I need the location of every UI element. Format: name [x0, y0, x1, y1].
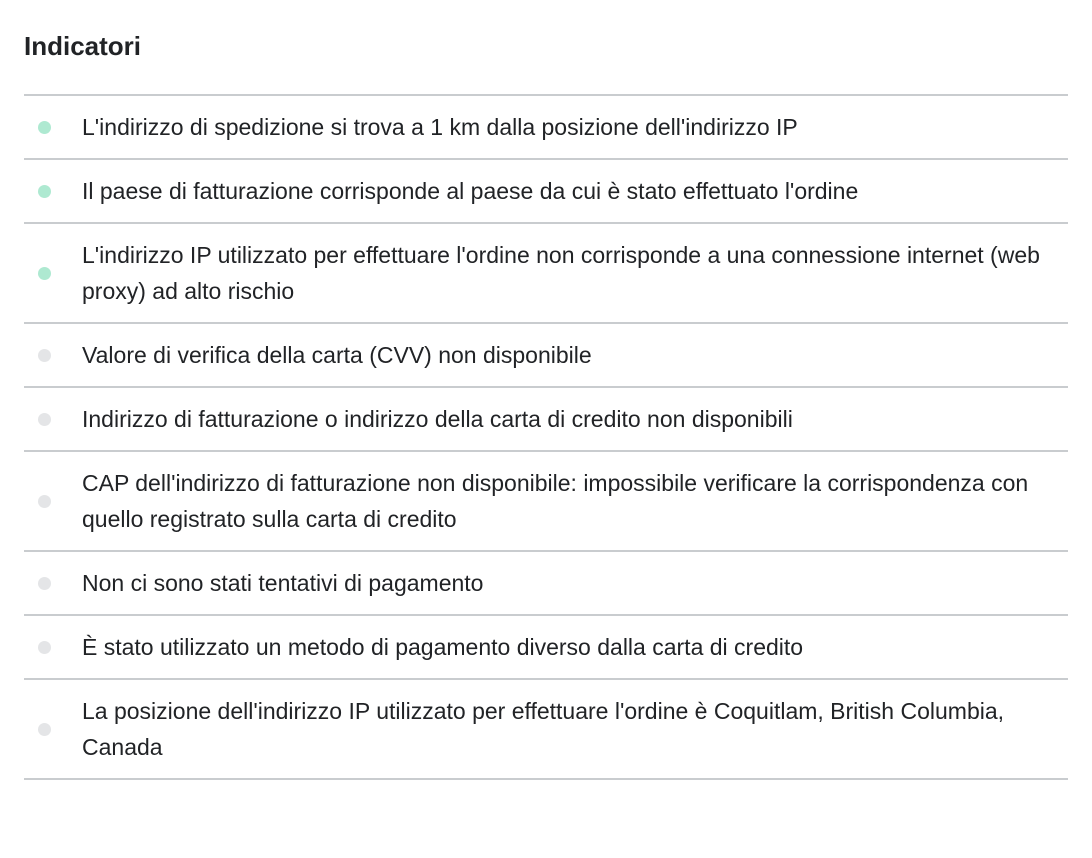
- indicator-text: L'indirizzo IP utilizzato per effettuare l'ordine non corrisponde a una connessione internet (web proxy) ad alto rischio: [82, 242, 1040, 304]
- indicator-item: [24, 224, 1068, 324]
- indicator-item: [24, 160, 1068, 224]
- indicator-item: [24, 680, 1068, 780]
- neutral-status-dot-icon: [38, 495, 51, 508]
- indicator-item: [24, 388, 1068, 452]
- indicator-text: Non ci sono stati tentativi di pagamento: [82, 570, 484, 596]
- positive-status-dot-icon: [38, 267, 51, 280]
- indicator-item: [24, 552, 1068, 616]
- positive-status-dot-icon: [38, 185, 51, 198]
- indicator-text: L'indirizzo di spedizione si trova a 1 km dalla posizione dell'indirizzo IP: [82, 114, 798, 140]
- indicator-item: [24, 96, 1068, 160]
- neutral-status-dot-icon: [38, 723, 51, 736]
- neutral-status-dot-icon: [38, 577, 51, 590]
- indicator-text: Indirizzo di fatturazione o indirizzo della carta di credito non disponibili: [82, 406, 793, 432]
- neutral-status-dot-icon: [38, 349, 51, 362]
- indicator-text: La posizione dell'indirizzo IP utilizzato per effettuare l'ordine è Coquitlam, British Columbia, Canada: [82, 698, 1005, 760]
- indicator-text: Il paese di fatturazione corrisponde al paese da cui è stato effettuato l'ordine: [82, 178, 859, 204]
- neutral-status-dot-icon: [38, 413, 51, 426]
- indicators-list: [24, 94, 1068, 780]
- indicator-item: [24, 452, 1068, 552]
- section-title: Indicatori: [24, 31, 142, 61]
- indicator-item: [24, 324, 1068, 388]
- indicator-text: CAP dell'indirizzo di fatturazione non disponibile: impossibile verificare la corrispondenza con quello registrato sulla carta di credito: [82, 470, 1029, 532]
- positive-status-dot-icon: [38, 121, 51, 134]
- indicator-text: È stato utilizzato un metodo di pagamento diverso dalla carta di credito: [82, 634, 804, 660]
- indicator-text: Valore di verifica della carta (CVV) non disponibile: [82, 342, 592, 368]
- neutral-status-dot-icon: [38, 641, 51, 654]
- indicator-item: [24, 616, 1068, 680]
